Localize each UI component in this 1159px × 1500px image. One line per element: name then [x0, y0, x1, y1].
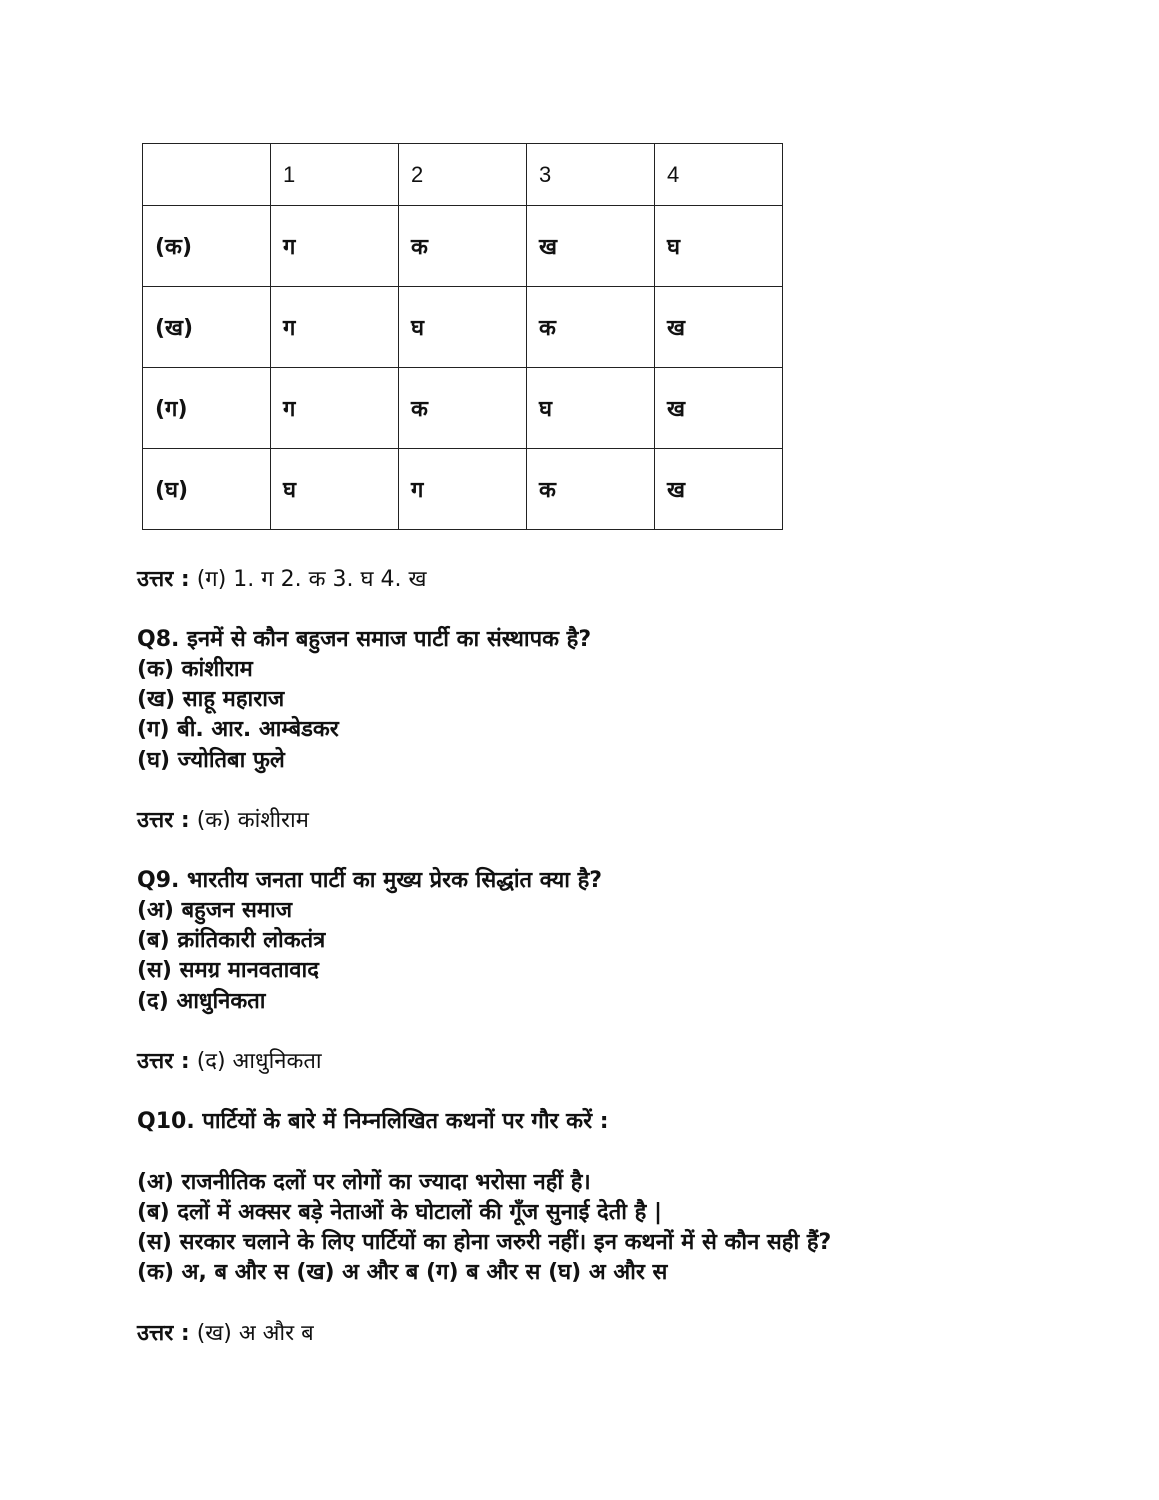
table-cell: घ [527, 368, 655, 449]
table-cell: ख [655, 449, 783, 530]
q10-statement: (अ) राजनीतिक दलों पर लोगों का ज्यादा भरोसा नहीं है। [137, 1170, 591, 1195]
table-cell: ख [655, 368, 783, 449]
table-row [143, 287, 783, 368]
table-row [143, 206, 783, 287]
q9-option: (स) समग्र मानवतावाद [137, 958, 319, 983]
table-cell: घ [271, 449, 399, 530]
table-cell: ग [271, 206, 399, 287]
q8-option: (ग) बी. आर. आम्बेडकर [137, 717, 339, 742]
table-cell: घ [399, 287, 527, 368]
answer-label: उत्तर : [137, 1049, 190, 1074]
table-cell: ग [271, 368, 399, 449]
table-cell: क [399, 206, 527, 287]
q9-option: (अ) बहुजन समाज [137, 898, 293, 923]
q9-question: Q9. भारतीय जनता पार्टी का मुख्य प्रेरक सिद्धांत क्या है? [137, 868, 603, 893]
q8-answer [137, 806, 309, 836]
table-cell: ग [399, 449, 527, 530]
q10-options: (क) अ, ब और स (ख) अ और ब (ग) ब और स (घ) अ और स [137, 1260, 668, 1285]
answer-label: उत्तर : [137, 1321, 190, 1346]
q9-option: (ब) क्रांतिकारी लोकतंत्र [137, 928, 326, 953]
q9-answer [137, 1047, 322, 1077]
table-row-label: (ग) [143, 368, 271, 449]
q10-question: Q10. पार्टियों के बारे में निम्नलिखित कथनों पर गौर करें : [137, 1109, 609, 1134]
q10-statement: (ब) दलों में अक्सर बड़े नेताओं के घोटालों की गूँज सुनाई देती है | [137, 1200, 663, 1225]
table-header-cell: 2 [399, 144, 527, 206]
answer-value: (क) कांशीराम [196, 808, 309, 833]
q8-option: (ख) साहू महाराज [137, 687, 285, 712]
matching-table [142, 143, 783, 530]
table-header-row [143, 144, 783, 206]
table-cell: ख [655, 287, 783, 368]
q7-answer [137, 565, 426, 595]
table-row-label: (क) [143, 206, 271, 287]
q8-question: Q8. इनमें से कौन बहुजन समाज पार्टी का संस्थापक है? [137, 627, 592, 652]
q10-statement: (स) सरकार चलाने के लिए पार्टियों का होना जरुरी नहीं। इन कथनों में से कौन सही हैं? [137, 1230, 832, 1255]
table-cell: क [399, 368, 527, 449]
table-row-label: (ख) [143, 287, 271, 368]
table-cell: क [527, 287, 655, 368]
answer-value: (द) आधुनिकता [196, 1049, 322, 1074]
table-cell: क [527, 449, 655, 530]
q10-answer [137, 1319, 314, 1349]
answer-value: (ख) अ और ब [196, 1321, 314, 1346]
table-header-cell: 1 [271, 144, 399, 206]
q8-option: (क) कांशीराम [137, 657, 253, 682]
answer-label: उत्तर : [137, 567, 190, 592]
table-cell: ख [527, 206, 655, 287]
table-row-label: (घ) [143, 449, 271, 530]
table-cell: घ [655, 206, 783, 287]
answer-label: उत्तर : [137, 808, 190, 833]
table-cell: ग [271, 287, 399, 368]
table-header-cell: 3 [527, 144, 655, 206]
table-header-cell [143, 144, 271, 206]
q9-option: (द) आधुनिकता [137, 989, 266, 1014]
answer-value: (ग) 1. ग 2. क 3. घ 4. ख [196, 567, 427, 592]
table-header-cell: 4 [655, 144, 783, 206]
q8-option: (घ) ज्योतिबा फुले [137, 748, 285, 773]
table-row [143, 449, 783, 530]
table-row [143, 368, 783, 449]
